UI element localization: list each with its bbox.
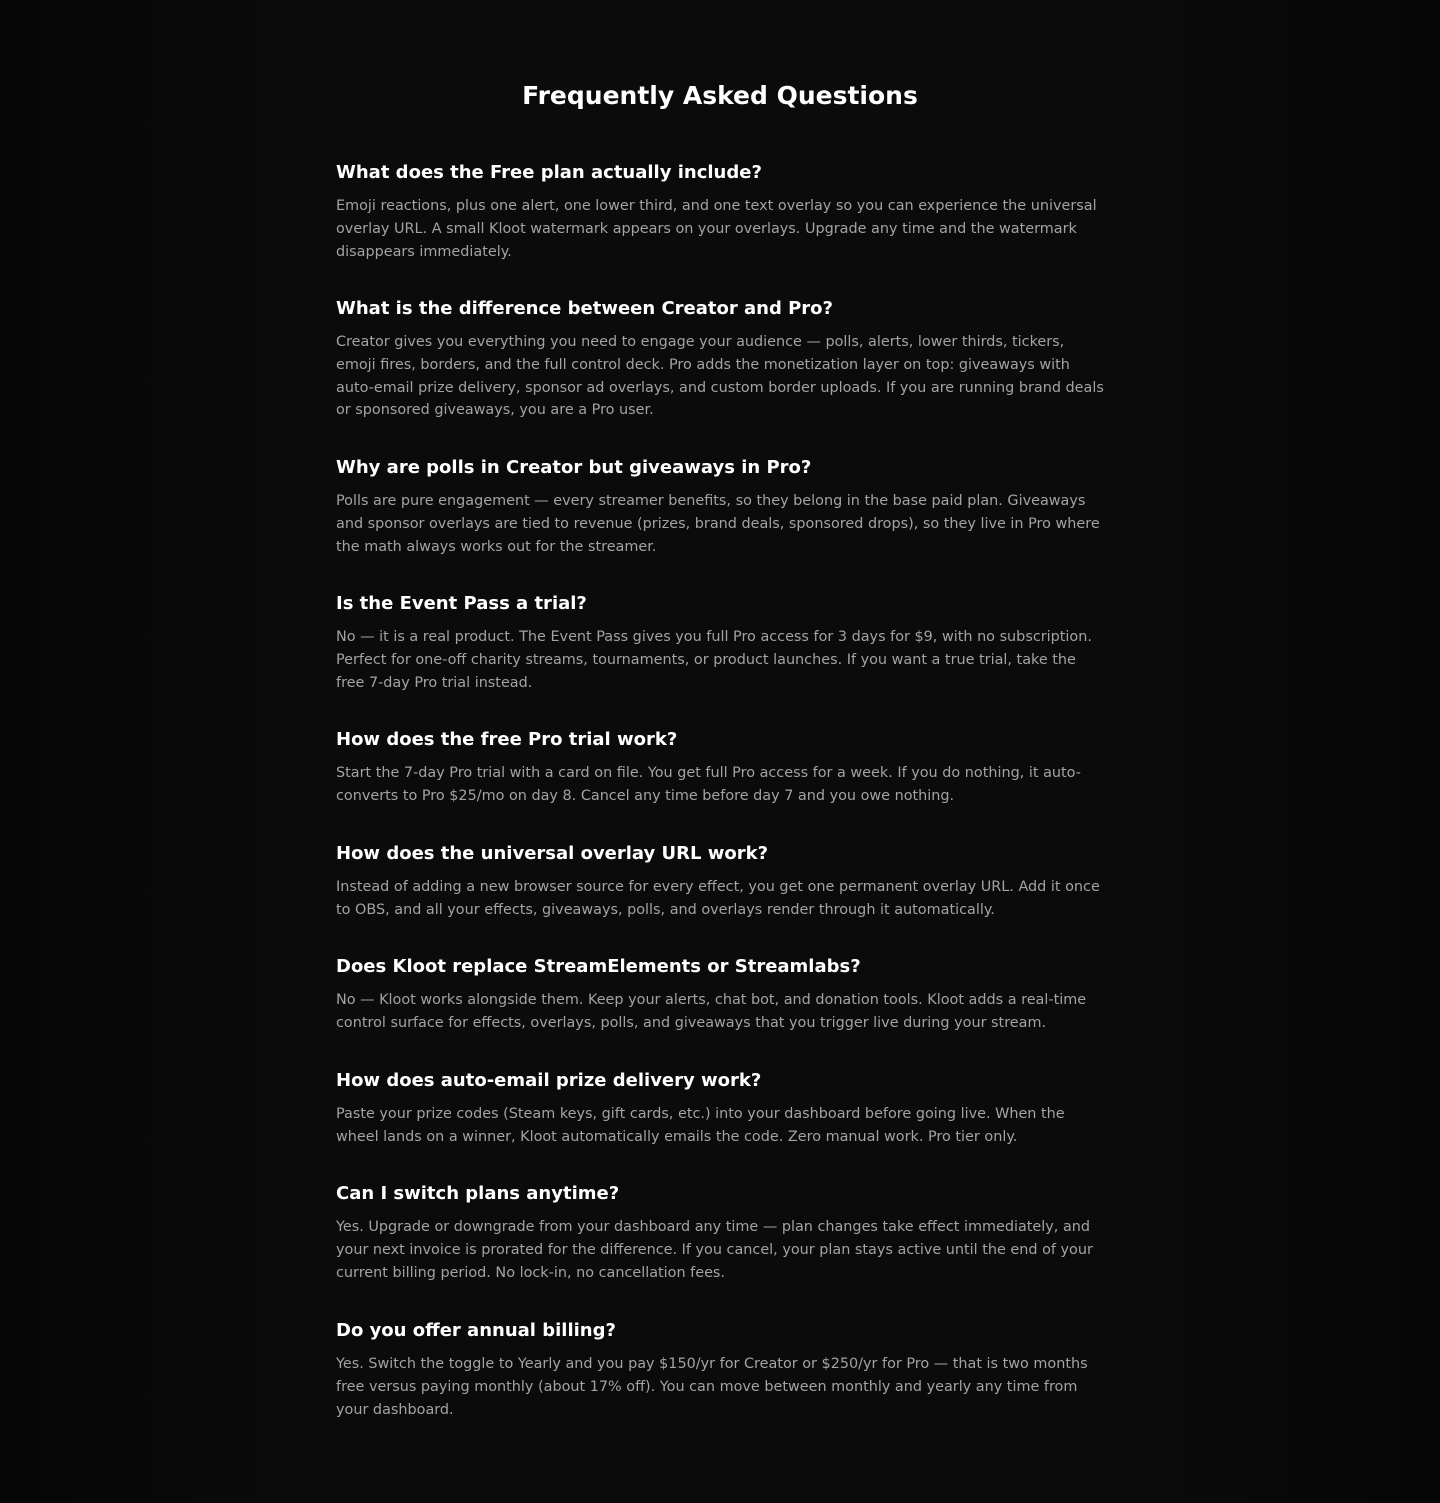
faq-item: [336, 161, 1104, 263]
faq-answer: No — Kloot works alongside them. Keep your alerts, chat bot, and donation tools. Kloot adds a real-time control surface for effects, overlays, polls, and giveaways that you trigger live during your stream.: [336, 992, 1087, 1031]
faq-item: [336, 955, 1104, 1035]
page-title: Frequently Asked Questions: [522, 81, 918, 110]
faq-question: Do you offer annual billing?: [336, 1320, 616, 1341]
faq-question: How does auto-email prize delivery work?: [336, 1070, 762, 1091]
faq-item: [336, 297, 1104, 422]
faq-question: Is the Event Pass a trial?: [336, 593, 587, 614]
faq-answer: Yes. Switch the toggle to Yearly and you pay $150/yr for Creator or $250/yr for Pro — that is two months free versus paying monthly (about 17% off). You can move between monthly and yearly any time from your dashboard.: [336, 1356, 1088, 1418]
faq-question: What does the Free plan actually include?: [336, 162, 762, 183]
faq-answer: Instead of adding a new browser source for every effect, you get one permanent overlay URL. Add it once to OBS, and all your effects, giveaways, polls, and overlays render through it automatically.: [336, 879, 1100, 918]
faq-item: [336, 728, 1104, 808]
faq-question: How does the universal overlay URL work?: [336, 843, 769, 864]
faq-question: How does the free Pro trial work?: [336, 729, 678, 750]
faq-question: Can I switch plans anytime?: [336, 1183, 620, 1204]
faq-item: [336, 842, 1104, 922]
faq-item: [336, 456, 1104, 558]
faq-answer: Polls are pure engagement — every streamer benefits, so they belong in the base paid plan. Giveaways and sponsor overlays are tied to revenue (prizes, brand deals, sponsored drops), so they live in Pro where the math always works out for the streamer.: [336, 493, 1100, 555]
faq-question: What is the difference between Creator and Pro?: [336, 298, 833, 319]
faq-answer: No — it is a real product. The Event Pass gives you full Pro access for 3 days for $9, with no subscription. Perfect for one-off charity streams, tournaments, or product launches. If you want a true trial, take the free 7-day Pro trial instead.: [336, 629, 1092, 691]
faq-item: [336, 1319, 1104, 1421]
faq-item: [336, 592, 1104, 694]
faq-item: [336, 1069, 1104, 1149]
faq-answer: Yes. Upgrade or downgrade from your dashboard any time — plan changes take effect immediately, and your next invoice is prorated for the difference. If you cancel, your plan stays active until the end of your current billing period. No lock-in, no cancellation fees.: [336, 1219, 1093, 1281]
faq-answer: Emoji reactions, plus one alert, one lower third, and one text overlay so you can experience the universal overlay URL. A small Kloot watermark appears on your overlays. Upgrade any time and the watermark disappears immediately.: [336, 198, 1097, 260]
faq-item: [336, 1182, 1104, 1284]
faq-question: Does Kloot replace StreamElements or Streamlabs?: [336, 956, 861, 977]
faq-answer: Paste your prize codes (Steam keys, gift cards, etc.) into your dashboard before going live. When the wheel lands on a winner, Kloot automatically emails the code. Zero manual work. Pro tier only.: [336, 1106, 1065, 1145]
faq-answer: Start the 7-day Pro trial with a card on file. You get full Pro access for a week. If you do nothing, it auto-converts to Pro $25/mo on day 8. Cancel any time before day 7 and you owe nothing.: [336, 765, 1081, 804]
faq-question: Why are polls in Creator but giveaways in Pro?: [336, 457, 812, 478]
faq-answer: Creator gives you everything you need to engage your audience — polls, alerts, lower thirds, tickers, emoji fires, borders, and the full control deck. Pro adds the monetization layer on top: giveaways with auto-email prize delivery, sponsor ad overlays, and custom border uploads. If you are running brand deals or sponsored giveaways, you are a Pro user.: [336, 334, 1104, 419]
